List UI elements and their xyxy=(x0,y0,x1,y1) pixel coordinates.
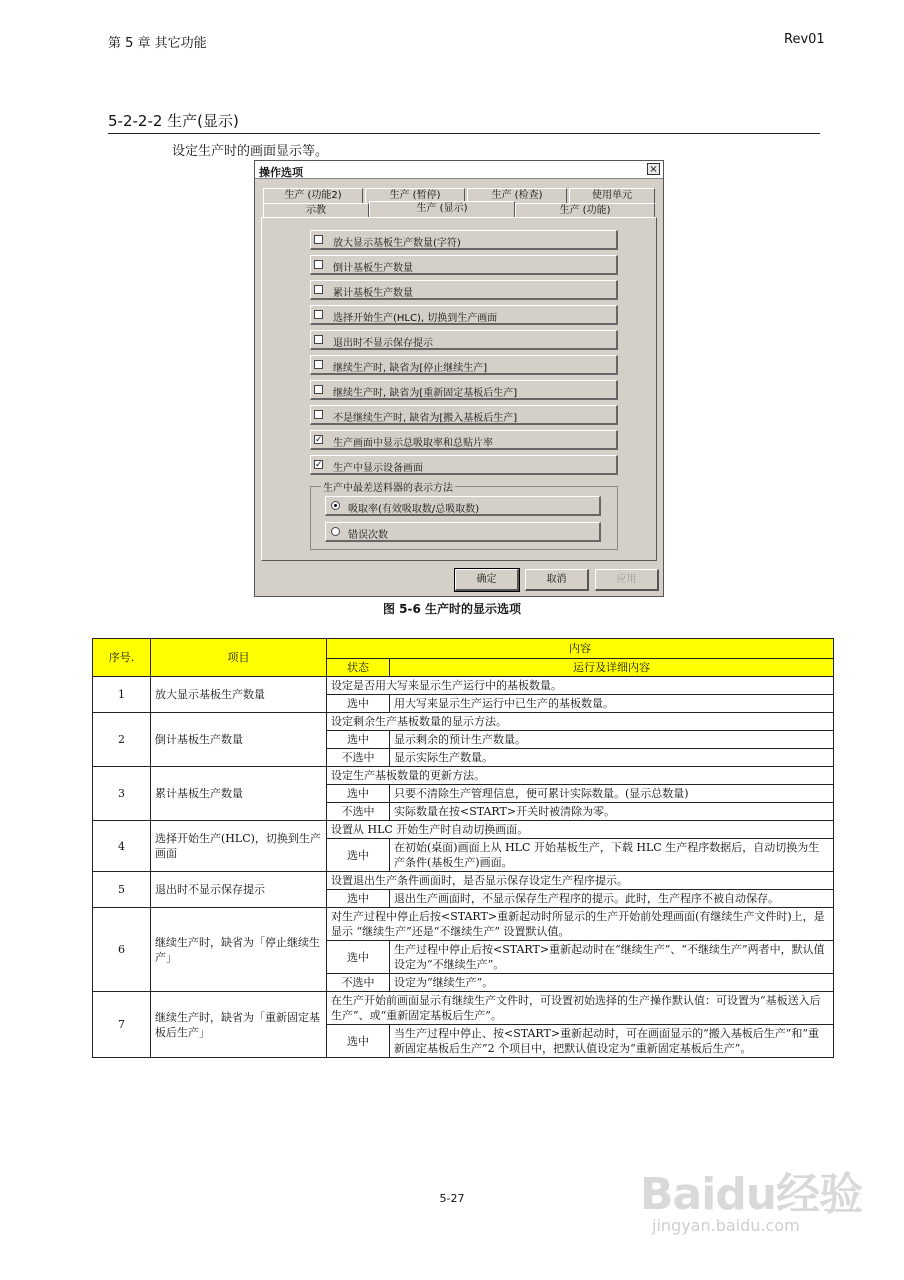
ok-button[interactable]: 确定 xyxy=(455,569,519,591)
checkbox[interactable]: ✓ xyxy=(315,460,323,470)
row-detail: 当生产过程中停止、按<START>重新起动时，可在画面显示的“搬入基板后生产”和“重新固定基板后生产”2 个项目中，把默认值设定为“重新固定基板后生产”。 xyxy=(390,1025,834,1058)
row-item: 放大显示基板生产数量 xyxy=(151,677,327,713)
tab-panel xyxy=(261,217,657,561)
option-label: 继续生产时, 缺省为[停止继续生产] xyxy=(333,363,488,374)
option-countdown[interactable] xyxy=(310,255,618,275)
row-state: 选中 xyxy=(327,890,390,908)
row-state: 选中 xyxy=(327,785,390,803)
row-detail: 生产过程中停止后按<START>重新起动时在“继续生产”、“不继续生产”两者中，默认值设定为“不继续生产”。 xyxy=(390,941,834,974)
section-divider xyxy=(108,133,820,134)
row-state: 选中 xyxy=(327,839,390,872)
row-state: 选中 xyxy=(327,1025,390,1058)
close-icon[interactable]: × xyxy=(647,163,660,175)
header-no: 序号. xyxy=(93,639,151,677)
header-item: 项目 xyxy=(151,639,327,677)
option-no-save-prompt[interactable] xyxy=(310,330,618,350)
header-state: 状态 xyxy=(327,659,390,677)
option-enlarge-count[interactable] xyxy=(310,230,618,250)
section-intro: 设定生产时的画面显示等。 xyxy=(172,144,329,159)
cancel-button[interactable]: 取消 xyxy=(525,569,589,591)
row-no: 6 xyxy=(93,908,151,992)
dialog-title: 操作选项 xyxy=(259,166,303,179)
row-state: 不选中 xyxy=(327,974,390,992)
row-state: 不选中 xyxy=(327,803,390,821)
tab-production-display[interactable]: 生产 (显示) xyxy=(369,201,515,218)
header-detail: 运行及详细内容 xyxy=(390,659,834,677)
checkbox[interactable] xyxy=(314,385,323,394)
row-desc: 设置退出生产条件画面时，是否显示保存设定生产程序提示。 xyxy=(327,872,834,890)
row-detail: 设定为“继续生产”。 xyxy=(390,974,834,992)
tab-use-unit[interactable]: 使用单元 xyxy=(569,188,655,203)
checkbox[interactable] xyxy=(314,310,323,319)
row-detail: 显示剩余的预计生产数量。 xyxy=(390,731,834,749)
option-label: 选择开始生产(HLC), 切换到生产画面 xyxy=(333,313,498,324)
radio-error-count[interactable] xyxy=(325,522,601,542)
checkbox[interactable] xyxy=(314,360,323,369)
option-label: 退出时不显示保存提示 xyxy=(333,338,433,349)
row-desc: 设定生产基板数量的更新方法。 xyxy=(327,767,834,785)
row-item: 倒计基板生产数量 xyxy=(151,713,327,767)
radio-label: 吸取率(有效吸取数/总吸取数) xyxy=(348,504,480,515)
tab-production-function[interactable]: 生产 (功能) xyxy=(515,203,655,218)
row-desc: 设定剩余生产基板数量的显示方法。 xyxy=(327,713,834,731)
option-label: 生产中显示设备画面 xyxy=(333,463,423,474)
worst-feeder-group xyxy=(310,483,618,550)
row-detail: 用大写来显示生产运行中已生产的基板数量。 xyxy=(390,695,834,713)
row-detail: 退出生产画面时，不显示保存生产程序的提示。此时，生产程序不被自动保存。 xyxy=(390,890,834,908)
row-detail: 在初始(桌面)画面上从 HLC 开始基板生产，下载 HLC 生产程序数据后，自动切换为生产条件(基板生产)画面。 xyxy=(390,839,834,872)
row-desc: 设置从 HLC 开始生产时自动切换画面。 xyxy=(327,821,834,839)
row-no: 4 xyxy=(93,821,151,872)
tab-production-check[interactable]: 生产 (检查) xyxy=(467,188,567,203)
row-detail: 只要不清除生产管理信息，便可累计实际数量。(显示总数量) xyxy=(390,785,834,803)
tab-teach[interactable]: 示教 xyxy=(263,203,369,218)
options-table xyxy=(92,638,834,1058)
apply-button[interactable]: 应用 xyxy=(595,569,659,591)
option-label: 生产画面中显示总吸取率和总贴片率 xyxy=(333,438,493,449)
figure-caption: 图 5-6 生产时的显示选项 xyxy=(382,602,522,616)
option-cumulative[interactable] xyxy=(310,280,618,300)
option-show-machine-screen[interactable] xyxy=(310,455,618,475)
row-no: 2 xyxy=(93,713,151,767)
header-content: 内容 xyxy=(327,639,834,659)
row-item: 继续生产时，缺省为「停止继续生产」 xyxy=(151,908,327,992)
checkbox[interactable] xyxy=(314,285,323,294)
checkbox[interactable] xyxy=(314,335,323,344)
option-default-stop-continue[interactable] xyxy=(310,355,618,375)
option-label: 继续生产时, 缺省为[重新固定基板后生产] xyxy=(333,388,518,399)
checkbox[interactable] xyxy=(314,260,323,269)
checkbox[interactable] xyxy=(314,410,323,419)
row-no: 1 xyxy=(93,677,151,713)
watermark-logo: Baidu经验 xyxy=(640,1169,863,1220)
radio-pickup-rate[interactable] xyxy=(325,496,601,516)
row-state: 不选中 xyxy=(327,749,390,767)
radio-dot[interactable] xyxy=(331,501,340,510)
option-label: 累计基板生产数量 xyxy=(333,288,413,299)
row-detail: 显示实际生产数量。 xyxy=(390,749,834,767)
option-label: 不是继续生产时, 缺省为[搬入基板后生产] xyxy=(333,413,518,424)
page-header-chapter: 第 5 章 其它功能 xyxy=(108,36,207,51)
tab-production-function2[interactable]: 生产 (功能2) xyxy=(263,188,363,203)
row-detail: 实际数量在按<START>开关时被清除为零。 xyxy=(390,803,834,821)
row-desc: 对生产过程中停止后按<START>重新起动时所显示的生产开始前处理画面(有继续生产文件时)上，是显示 “继续生产”还是“不继续生产” 设置默认值。 xyxy=(327,908,834,941)
row-state: 选中 xyxy=(327,941,390,974)
row-item: 继续生产时，缺省为「重新固定基板后生产」 xyxy=(151,992,327,1058)
option-label: 放大显示基板生产数量(字符) xyxy=(333,238,461,249)
row-no: 5 xyxy=(93,872,151,908)
page-number: 5-27 xyxy=(439,1192,465,1205)
row-item: 累计基板生产数量 xyxy=(151,767,327,821)
checkbox[interactable] xyxy=(314,235,323,244)
option-label: 倒计基板生产数量 xyxy=(333,263,413,274)
option-default-load-board[interactable] xyxy=(310,405,618,425)
option-show-total-rate[interactable] xyxy=(310,430,618,450)
dialog-titlebar xyxy=(255,161,663,179)
row-desc: 在生产开始前画面显示有继续生产文件时，可设置初始选择的生产操作默认值：可设置为“基板送入后生产”、或“重新固定基板后生产”。 xyxy=(327,992,834,1025)
watermark-url: jingyan.baidu.com xyxy=(652,1216,800,1235)
option-default-refix-board[interactable] xyxy=(310,380,618,400)
section-title: 5-2-2-2 生产(显示) xyxy=(108,112,239,130)
row-item: 选择开始生产(HLC)，切换到生产画面 xyxy=(151,821,327,872)
options-dialog xyxy=(254,160,664,597)
group-title: 生产中最差送料器的表示方法 xyxy=(321,479,455,494)
option-hlc-switch[interactable] xyxy=(310,305,618,325)
row-no: 3 xyxy=(93,767,151,821)
row-state: 选中 xyxy=(327,695,390,713)
radio-dot[interactable] xyxy=(331,527,340,536)
tab-production-pause[interactable]: 生产 (暂停) xyxy=(365,188,465,203)
checkbox[interactable]: ✓ xyxy=(315,435,323,445)
row-desc: 设定是否用大写来显示生产运行中的基板数量。 xyxy=(327,677,834,695)
page-header-revision: Rev01 xyxy=(784,32,825,47)
radio-label: 错误次数 xyxy=(348,530,388,541)
row-item: 退出时不显示保存提示 xyxy=(151,872,327,908)
row-state: 选中 xyxy=(327,731,390,749)
row-no: 7 xyxy=(93,992,151,1058)
